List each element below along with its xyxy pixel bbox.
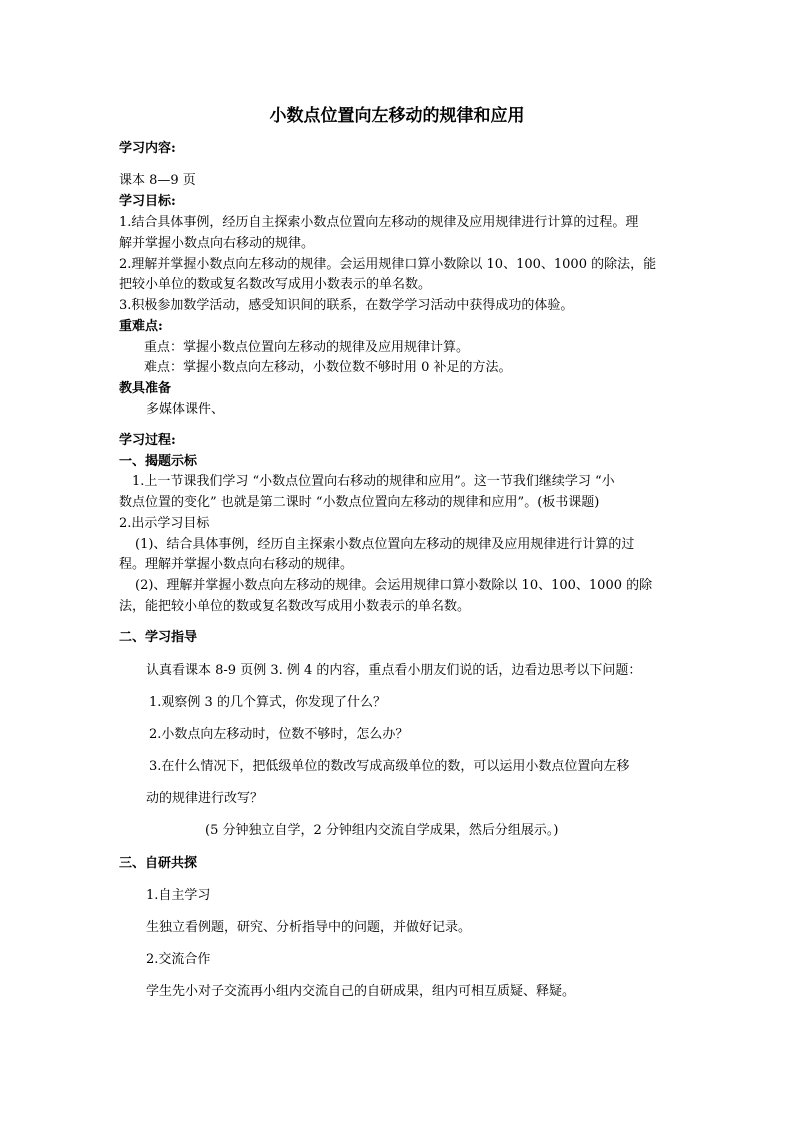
objective-1-line-2: 程。理解并掌握小数点向右移动的规律。 (119, 557, 354, 572)
objective-2-line-2: 法，能把较小单位的数或复名数改写成用小数表示的单名数。 (119, 599, 471, 614)
section-1-item-1-line-2: 数点位置的变化” 也就是第二课时 “小数点位置向左移动的规律和应用”。(板书课题) (119, 495, 600, 510)
question-1: 1.观察例 3 的几个算式，你发现了什么？ (149, 695, 386, 710)
heading-learning-content: 学习内容: (119, 141, 176, 156)
goal-2-line-1: 2.理解并掌握小数点向左移动的规律。会运用规律口算小数除以 10、100、1000 的除法，能 (119, 257, 657, 272)
key-point: 重点：掌握小数点位置向左移动的规律及应用规律计算。 (144, 340, 470, 355)
section-2-heading: 二、学习指导 (119, 630, 198, 645)
section-1-item-2: 2.出示学习目标 (119, 516, 210, 531)
question-3-line-2: 动的规律进行改写？ (146, 791, 264, 806)
time-note: (5 分钟独立自学，2 分钟组内交流自学成果，然后分组展示。) (205, 823, 559, 838)
heading-teaching-aids: 教具准备 (119, 381, 172, 396)
goal-3: 3.积极参加数学活动，感受知识间的联系，在数学学习活动中获得成功的体验。 (119, 298, 574, 313)
objective-1-line-1: (1)、结合具体事例，经历自主探索小数点位置向左移动的规律及应用规律进行计算的过 (135, 537, 635, 552)
heading-learning-goals: 学习目标: (119, 194, 176, 209)
goal-1-line-1: 1.结合具体事例，经历自主探索小数点位置向左移动的规律及应用规律进行计算的过程。理 (119, 215, 639, 230)
text-textbook-pages: 课本 8—9 页 (119, 173, 196, 188)
document-title: 小数点位置向左移动的规律和应用 (269, 106, 525, 126)
section-3-item-2: 2.交流合作 (146, 952, 211, 967)
question-2: 2.小数点向左移动时，位数不够时，怎么办？ (149, 727, 409, 742)
objective-2-line-1: (2)、理解并掌握小数点向左移动的规律。会运用规律口算小数除以 10、100、1000 的除 (135, 578, 653, 593)
question-3-line-1: 3.在什么情况下，把低级单位的数改写成高级单位的数，可以运用小数点位置向左移 (149, 759, 630, 774)
section-2-intro: 认真看课本 8-9 页例 3. 例 4 的内容，重点看小朋友们说的话，边看边思考以下问题： (146, 663, 642, 678)
section-3-item-1-text: 生独立看例题，研究、分析指导中的问题，并做好记录。 (146, 920, 472, 935)
goal-1-line-2: 解并掌握小数点向右移动的规律。 (119, 236, 315, 251)
section-1-heading: 一、揭题示标 (119, 454, 198, 469)
section-3-item-2-text: 学生先小对子交流再小组内交流自己的自研成果，组内可相互质疑、释疑。 (146, 984, 576, 999)
difficult-point: 难点：掌握小数点向左移动，小数位数不够时用 0 补足的方法。 (144, 360, 512, 375)
heading-key-difficult: 重难点: (119, 319, 163, 334)
teaching-aids-text: 多媒体课件、 (146, 402, 225, 417)
section-3-heading: 三、自研共探 (119, 856, 198, 871)
goal-2-line-2: 把较小单位的数或复名数改写成用小数表示的单名数。 (119, 277, 432, 292)
section-3-item-1: 1.自主学习 (146, 888, 211, 903)
heading-learning-process: 学习过程: (119, 433, 176, 448)
section-1-item-1-line-1: 1.上一节课我们学习 “小数点位置向右移动的规律和应用”。这一节我们继续学习 “小 (132, 474, 615, 489)
